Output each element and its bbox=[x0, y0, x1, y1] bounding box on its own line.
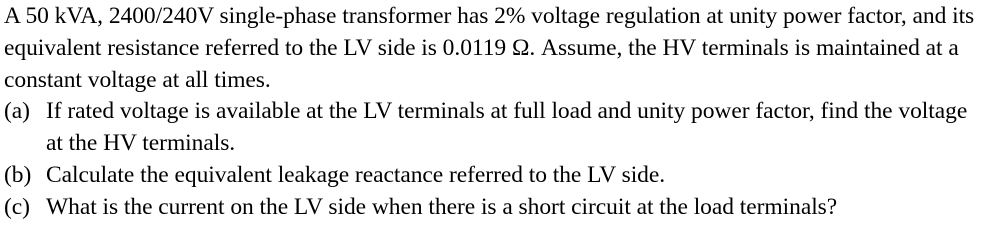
problem-statement bbox=[4, 1, 986, 224]
part-text: What is the current on the LV side when there is a short circuit at the load terminals? bbox=[46, 193, 838, 220]
part-text: If rated voltage is available at the LV terminals at full load and unity power factor, find the voltage at the HV terminals. bbox=[46, 98, 968, 157]
problem-part-b bbox=[4, 160, 986, 192]
part-label: (c) bbox=[4, 193, 30, 220]
part-label: (b) bbox=[4, 161, 32, 188]
problem-intro: A 50 kVA, 2400/240V single-phase transformer has 2% voltage regulation at unity power factor, and its equivalent resistance referred to the LV side is 0.0119 Ω. Assume, the HV terminals is maintained at a constant voltage at all times. bbox=[4, 3, 975, 93]
problem-part-c bbox=[4, 192, 986, 224]
part-label: (a) bbox=[4, 98, 30, 125]
problem-parts-list bbox=[4, 96, 986, 223]
part-text: Calculate the equivalent leakage reactance referred to the LV side. bbox=[46, 161, 666, 188]
problem-part-a bbox=[4, 96, 986, 160]
